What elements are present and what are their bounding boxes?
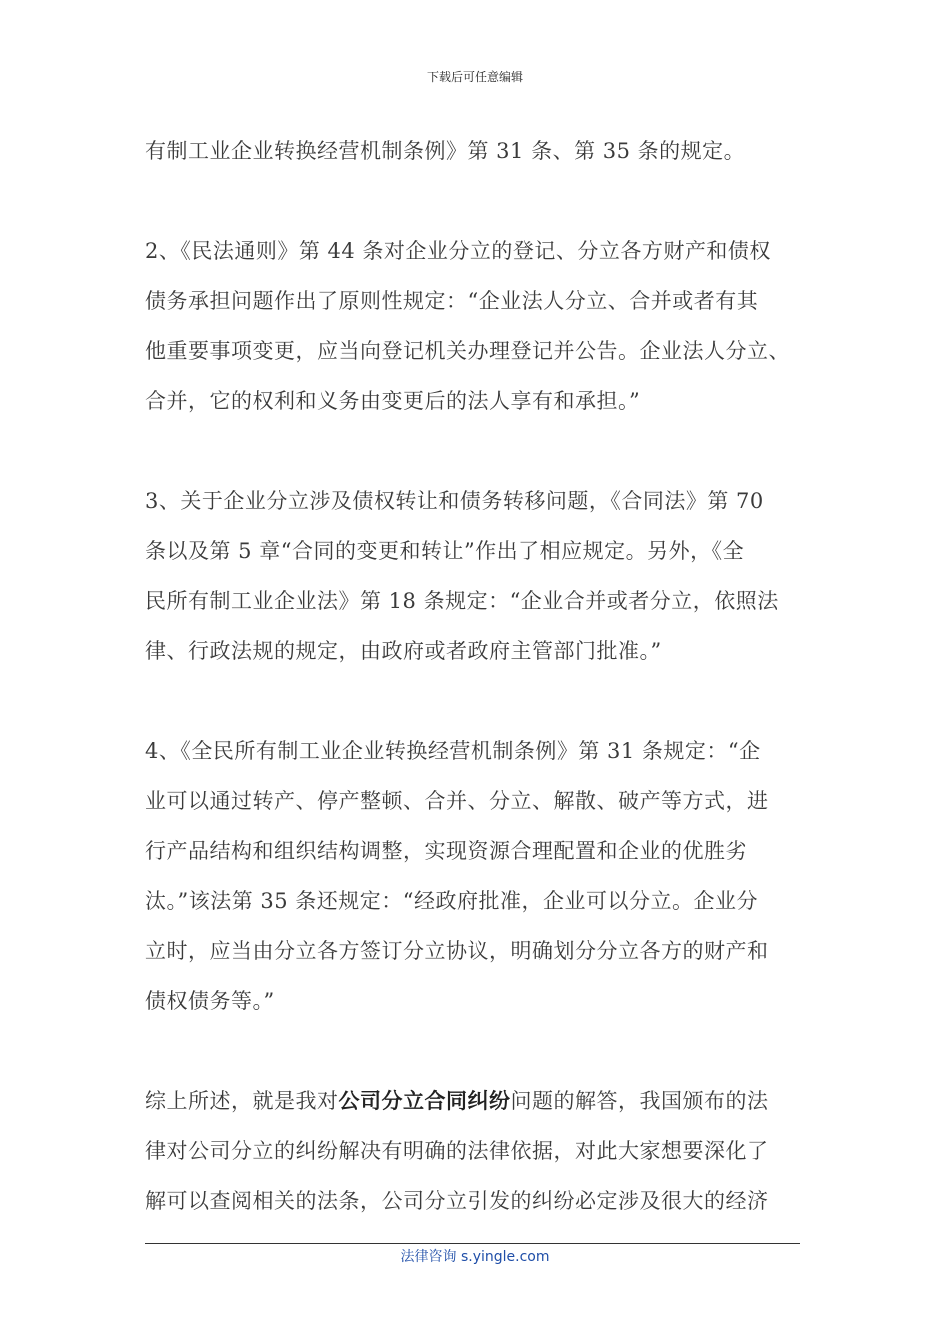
paragraph-line: 债权债务等。” [145, 989, 275, 1013]
paragraph-line: 立时，应当由分立各方签订分立协议，明确划分分立各方的财产和 [145, 939, 769, 963]
summary-prefix: 综上所述，就是我对 [145, 1089, 339, 1113]
paragraph-line: 行产品结构和组织结构调整，实现资源合理配置和企业的优胜劣 [145, 839, 747, 863]
document-body [145, 126, 805, 1226]
paragraph-line: 条以及第 5 章“合同的变更和转让”作出了相应规定。另外，《全 [145, 539, 745, 563]
footer-divider [145, 1243, 800, 1244]
paragraph-line: 他重要事项变更，应当向登记机关办理登记并公告。企业法人分立、 [145, 339, 790, 363]
paragraph-line: 3、关于企业分立涉及债权转让和债务转移问题，《合同法》第 70 [145, 489, 764, 513]
paragraph-line: 有制工业企业转换经营机制条例》第 31 条、第 35 条的规定。 [145, 139, 746, 163]
paragraph-line: 律、行政法规的规定，由政府或者政府主管部门批准。” [145, 639, 662, 663]
paragraph-line: 合并，它的权利和义务由变更后的法人享有和承担。” [145, 389, 641, 413]
paragraph-line: 业可以通过转产、停产整顿、合并、分立、解散、破产等方式，进 [145, 789, 769, 813]
footer-link[interactable]: 法律咨询 s.yingle.com [400, 1249, 550, 1265]
paragraph-4 [145, 726, 805, 1026]
paragraph-line: 民所有制工业企业法》第 18 条规定：“企业合并或者分立，依照法 [145, 589, 779, 613]
paragraph-1 [145, 126, 805, 176]
paragraph-line: 汰。”该法第 35 条还规定：“经政府批准，企业可以分立。企业分 [145, 889, 759, 913]
paragraph-3 [145, 476, 805, 676]
paragraph-line: 债务承担问题作出了原则性规定：“企业法人分立、合并或者有其 [145, 289, 759, 313]
paragraph-line: 解可以查阅相关的法条，公司分立引发的纠纷必定涉及很大的经济 [145, 1189, 769, 1213]
paragraph-line: 2、《民法通则》第 44 条对企业分立的登记、分立各方财产和债权 [145, 239, 771, 263]
paragraph-summary [145, 1076, 805, 1226]
summary-rest: 问题的解答，我国颁布的法 [510, 1089, 769, 1113]
header-note: 下载后可任意编辑 [426, 70, 523, 84]
paragraph-2 [145, 226, 805, 426]
paragraph-line: 4、《全民所有制工业企业转换经营机制条例》第 31 条规定：“企 [145, 739, 761, 763]
summary-keyword: 公司分立合同纠纷 [338, 1088, 511, 1113]
paragraph-line: 律对公司分立的纠纷解决有明确的法律依据，对此大家想要深化了 [145, 1139, 769, 1163]
